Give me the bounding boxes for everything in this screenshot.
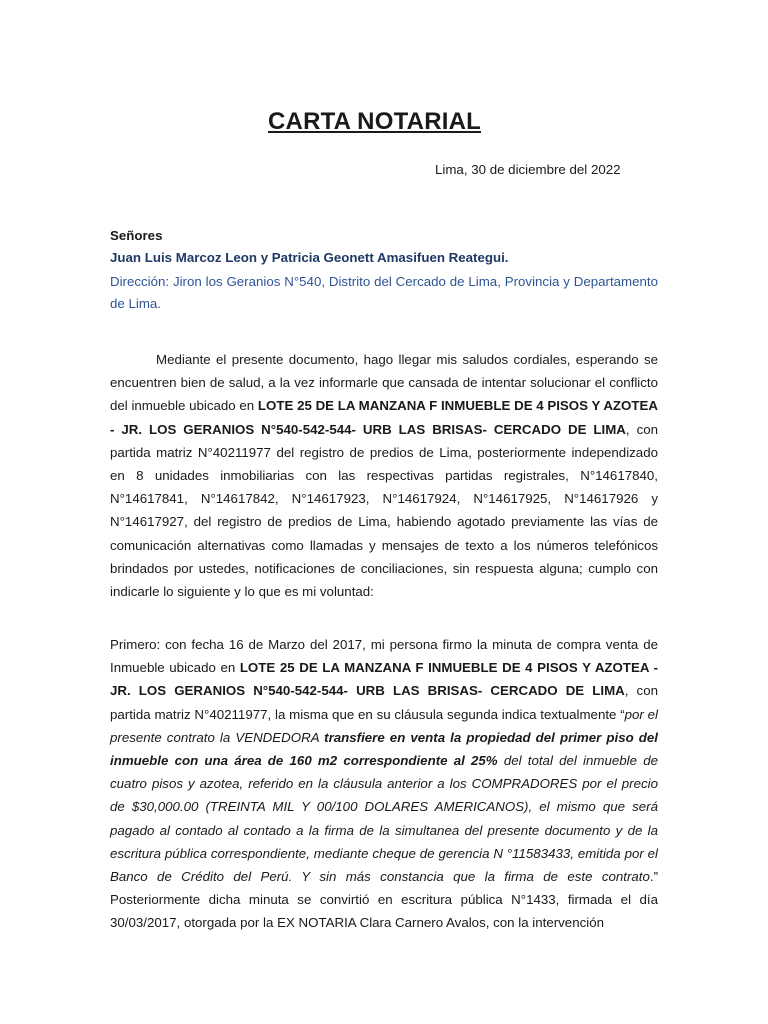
property-description-bold: LOTE 25 DE LA MANZANA F INMUEBLE DE 4 PISOS Y AZOTEA - JR. LOS GERANIOS N°540-542-544- URB LAS BRISAS- CERCADO DE LIMA bbox=[110, 660, 658, 699]
recipients-names: Juan Luis Marcoz Leon y Patricia Geonett Amasifuen Reategui. bbox=[110, 250, 509, 265]
body-paragraph-intro bbox=[110, 348, 658, 603]
contract-quote-italic: por el presente contrato la VENDEDORA bbox=[110, 706, 658, 745]
property-description-bold: LOTE 25 DE LA MANZANA F INMUEBLE DE 4 PISOS Y AZOTEA - JR. LOS GERANIOS N°540-542-544- URB LAS BRISAS- CERCADO DE LIMA bbox=[110, 398, 658, 437]
paragraph-text: .” Posteriormente dicha minuta se convirtió en escritura pública N°1433, firmada el día 30/03/2017, otorgada por la EX NOTARIA Clara Carnero Avalos, con la intervención bbox=[110, 869, 658, 931]
date-line: Lima, 30 de diciembre del 2022 bbox=[435, 162, 621, 177]
recipients-address: Dirección: Jiron los Geranios N°540, Distrito del Cercado de Lima, Provincia y Departamento de Lima. bbox=[110, 274, 658, 311]
paragraph-text: , con partida matriz N°40211977 del registro de predios de Lima, posteriormente independizado en 8 unidades inmobiliarias con las respectivas partidas registrales, N°14617840, N°14617841, N°14617842, N°14617923, N°14617924, N°14617925, N°14617926 y N°14617927, del registro de predios de Lima, habiendo agotado previamente las vías de comunicación alternativas como llamadas y mensajes de texto a los números telefónicos brindados por ustedes, notificaciones de conciliaciones, sin respuesta alguna; cumplo con indicarle lo siguiente y lo que es mi voluntad: bbox=[110, 421, 659, 600]
contract-quote-italic: del total del inmueble de cuatro pisos y azotea, referido en la cláusula anterior a los COMPRADORES por el precio de $30,000.00 (TREINTA MIL Y 00/100 DOLARES AMERICANOS), el mismo que será pagado al contado al contado a la firma de la simultanea del presente documento y de la escritura pública correspondiente, mediante cheque de gerencia N °11583433, emitida por el Banco de Crédito del Perú. Y sin más constancia que la firma de este contrato bbox=[110, 753, 659, 885]
paragraph-text: Primero: con fecha 16 de Marzo del 2017, mi persona firmo la minuta de compra venta de Inmueble ubicado en bbox=[110, 637, 658, 676]
salutation: Señores bbox=[110, 228, 163, 243]
paragraph-text: Mediante el presente documento, hago llegar mis saludos cordiales, esperando se encuentren bien de salud, a la vez informarle que cansada de intentar solucionar el conflicto del inmueble ubicado en bbox=[110, 352, 658, 414]
paragraph-text: , con partida matriz N°40211977, la misma que en su cláusula segunda indica textualmente “ bbox=[110, 683, 658, 722]
contract-quote-bold-italic: transfiere en venta la propiedad del primer piso del inmueble con una área de 160 m2 correspondiente al 25% bbox=[110, 729, 658, 769]
document-title: CARTA NOTARIAL bbox=[268, 108, 481, 135]
body-paragraph-first-point bbox=[110, 633, 658, 935]
